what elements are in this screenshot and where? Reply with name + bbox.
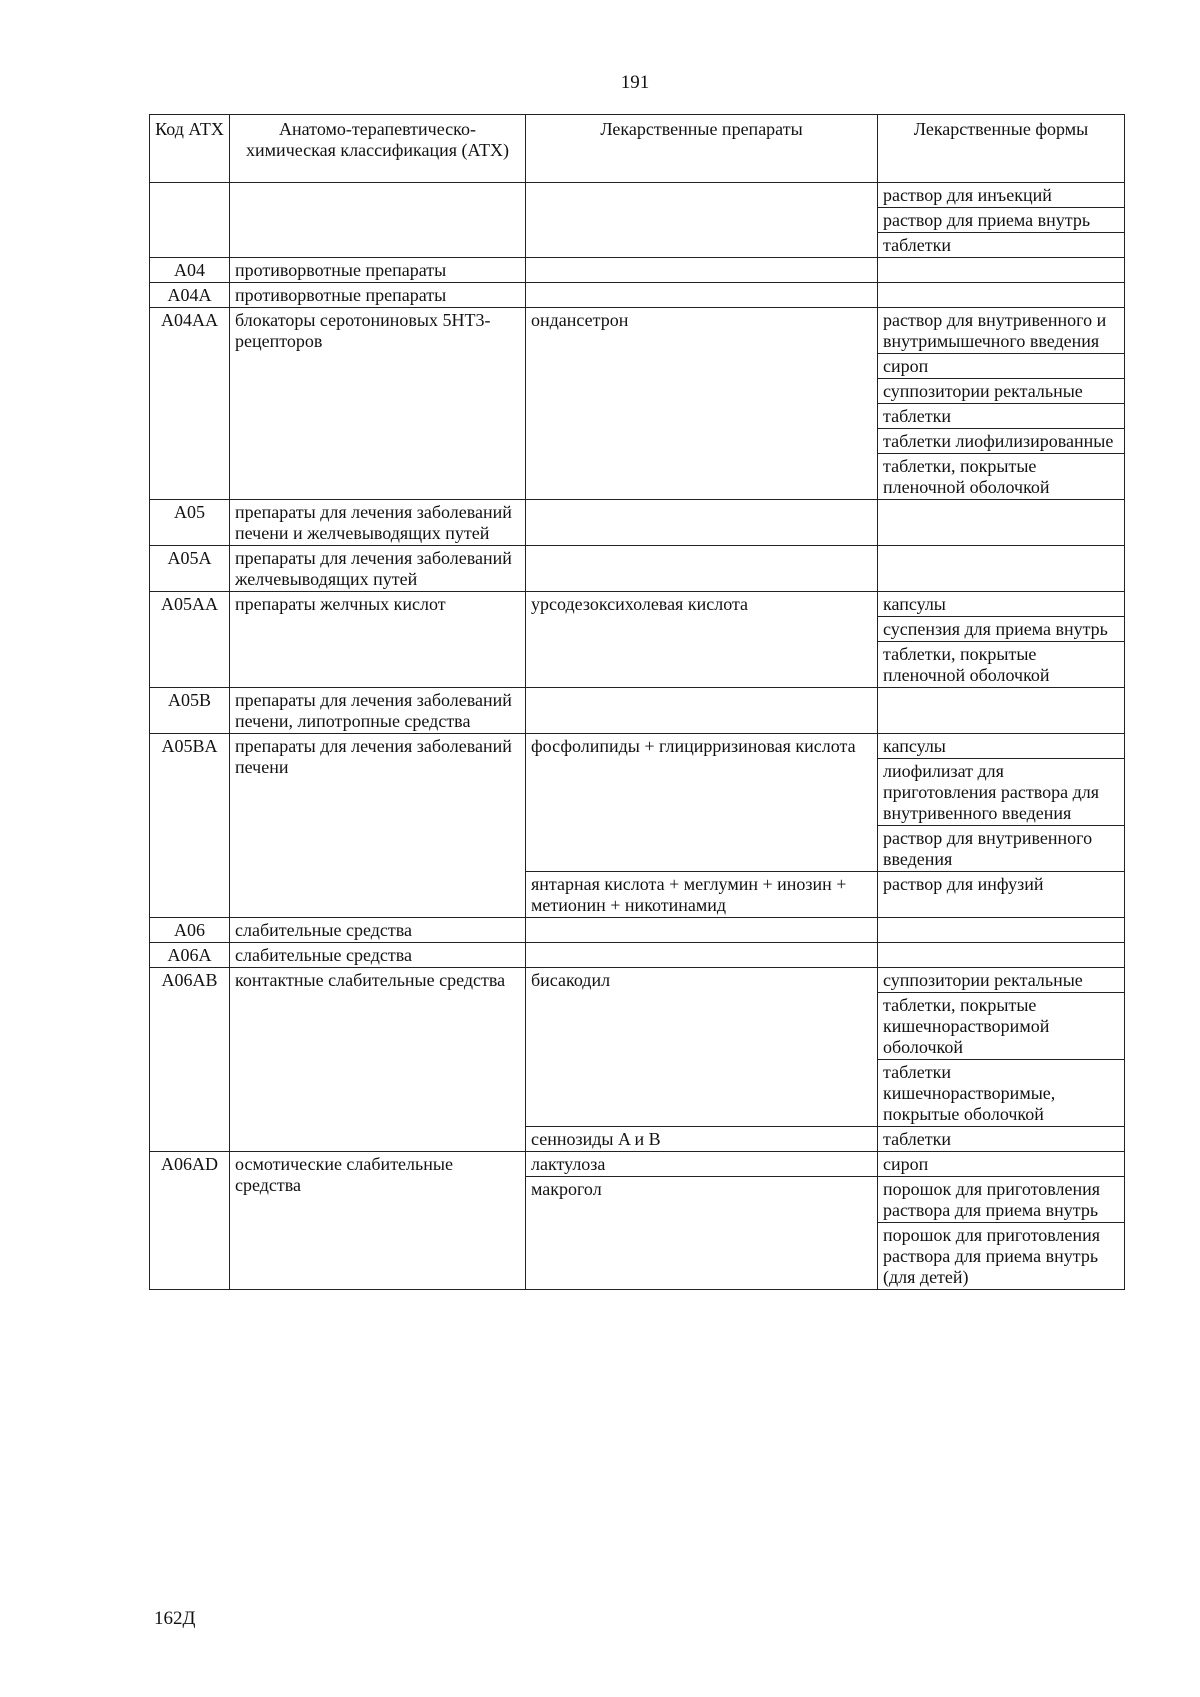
table-row xyxy=(150,183,1125,258)
header-drugs: Лекарственные препараты xyxy=(526,115,878,183)
drug-cell: сеннозиды A и B xyxy=(526,1127,878,1152)
dosage-form-item xyxy=(878,500,1124,524)
drug-cell xyxy=(526,688,878,734)
atc-code-cell: A06 xyxy=(150,918,230,943)
dosage-form-item: раствор для инфузий xyxy=(883,874,1044,894)
forms-cell xyxy=(878,1127,1125,1152)
atc-code-cell: A05 xyxy=(150,500,230,546)
table-row xyxy=(150,968,1125,1127)
forms-cell xyxy=(878,592,1125,688)
table-row xyxy=(150,308,1125,500)
forms-cell xyxy=(878,968,1125,1127)
dosage-form-item xyxy=(878,943,1124,967)
dosage-form-item: таблетки, покрытые пленочной оболочкой xyxy=(878,641,1124,687)
dosage-form-item: сироп xyxy=(878,353,1124,378)
forms-cell xyxy=(878,308,1125,500)
atc-code-cell: A05A xyxy=(150,546,230,592)
dosage-form-item: капсулы xyxy=(883,594,946,614)
atc-classification-cell: контактные слабительные средства xyxy=(230,968,526,1152)
drug-cell xyxy=(526,546,878,592)
table-row xyxy=(150,1152,1125,1177)
drug-cell xyxy=(526,500,878,546)
dosage-form-item: раствор для внутривенного и внутримышечного введения xyxy=(883,310,1107,351)
forms-cell xyxy=(878,688,1125,734)
drug-cell xyxy=(526,918,878,943)
drug-cell: лактулоза xyxy=(526,1152,878,1177)
dosage-form-item: раствор для внутривенного введения xyxy=(878,825,1124,871)
forms-cell xyxy=(878,258,1125,283)
header-forms: Лекарственные формы xyxy=(878,115,1125,183)
table-body xyxy=(150,183,1125,1290)
table-row xyxy=(150,734,1125,872)
forms-cell xyxy=(878,1177,1125,1290)
drug-cell: урсодезоксихолевая кислота xyxy=(526,592,878,688)
forms-cell xyxy=(878,734,1125,872)
dosage-form-item: сироп xyxy=(883,1154,929,1174)
forms-cell xyxy=(878,500,1125,546)
drug-cell xyxy=(526,943,878,968)
atc-classification-cell: блокаторы серотониновых 5HT3-рецепторов xyxy=(230,308,526,500)
forms-cell xyxy=(878,546,1125,592)
dosage-form-item: раствор для приема внутрь xyxy=(878,207,1124,232)
table-row xyxy=(150,283,1125,308)
table-row xyxy=(150,546,1125,592)
atc-classification-cell: препараты для лечения заболеваний печени, липотропные средства xyxy=(230,688,526,734)
dosage-form-item: таблетки xyxy=(883,1129,952,1149)
header-code: Код АТХ xyxy=(150,115,230,183)
forms-cell xyxy=(878,283,1125,308)
dosage-form-item: суппозитории ректальные xyxy=(878,378,1124,403)
atc-classification-cell: препараты для лечения заболеваний печени и желчевыводящих путей xyxy=(230,500,526,546)
dosage-form-item xyxy=(878,688,1124,712)
table-row xyxy=(150,592,1125,688)
atc-code-cell: A05AA xyxy=(150,592,230,688)
dosage-form-item: таблетки лиофилизированные xyxy=(878,428,1124,453)
dosage-form-item xyxy=(878,258,1124,282)
dosage-form-item: таблетки xyxy=(878,232,1124,257)
drug-cell: ондансетрон xyxy=(526,308,878,500)
drug-cell: макрогол xyxy=(526,1177,878,1290)
drug-cell: янтарная кислота + меглумин + инозин + метионин + никотинамид xyxy=(526,872,878,918)
atc-classification-cell: препараты для лечения заболеваний печени xyxy=(230,734,526,918)
dosage-form-item xyxy=(878,283,1124,307)
dosage-form-item: суппозитории ректальные xyxy=(883,970,1083,990)
atc-code-cell: A05B xyxy=(150,688,230,734)
drug-cell xyxy=(526,183,878,258)
atc-classification-cell: осмотические слабительные средства xyxy=(230,1152,526,1290)
atc-code-cell xyxy=(150,183,230,258)
drug-cell xyxy=(526,258,878,283)
table-row xyxy=(150,918,1125,943)
drug-cell: фосфолипиды + глицирризиновая кислота xyxy=(526,734,878,872)
dosage-form-item: таблетки, покрытые кишечнорастворимой оболочкой xyxy=(878,992,1124,1059)
table-row xyxy=(150,688,1125,734)
atc-classification-cell: противорвотные препараты xyxy=(230,258,526,283)
table-header-row xyxy=(150,115,1125,183)
atc-code-cell: A04 xyxy=(150,258,230,283)
dosage-form-item xyxy=(878,546,1124,570)
table-row xyxy=(150,258,1125,283)
forms-cell xyxy=(878,1152,1125,1177)
dosage-form-item: капсулы xyxy=(883,736,946,756)
dosage-form-item xyxy=(878,918,1124,942)
dosage-form-item: лиофилизат для приготовления раствора для внутривенного введения xyxy=(878,758,1124,825)
atc-code-cell: A04AA xyxy=(150,308,230,500)
dosage-form-item: порошок для приготовления раствора для приема внутрь (для детей) xyxy=(878,1222,1124,1289)
dosage-form-item: таблетки кишечнорастворимые, покрытые оболочкой xyxy=(878,1059,1124,1126)
dosage-form-item: суспензия для приема внутрь xyxy=(878,616,1124,641)
atc-drug-table xyxy=(149,114,1125,1290)
page-number: 191 xyxy=(620,72,650,93)
forms-cell xyxy=(878,918,1125,943)
forms-cell xyxy=(878,943,1125,968)
drug-cell xyxy=(526,283,878,308)
atc-classification-cell: препараты для лечения заболеваний желчевыводящих путей xyxy=(230,546,526,592)
atc-classification-cell: препараты желчных кислот xyxy=(230,592,526,688)
dosage-form-item: таблетки, покрытые пленочной оболочкой xyxy=(878,453,1124,499)
drug-cell: бисакодил xyxy=(526,968,878,1127)
atc-code-cell: A04A xyxy=(150,283,230,308)
forms-cell xyxy=(878,872,1125,918)
atc-code-cell: A06A xyxy=(150,943,230,968)
dosage-form-item: таблетки xyxy=(878,403,1124,428)
table-row xyxy=(150,500,1125,546)
table-row xyxy=(150,943,1125,968)
atc-classification-cell: слабительные средства xyxy=(230,918,526,943)
atc-code-cell: A06AB xyxy=(150,968,230,1152)
atc-code-cell: A06AD xyxy=(150,1152,230,1290)
dosage-form-item: порошок для приготовления раствора для приема внутрь xyxy=(883,1179,1101,1220)
atc-classification-cell: противорвотные препараты xyxy=(230,283,526,308)
atc-code-cell: A05BA xyxy=(150,734,230,918)
atc-classification-cell: слабительные средства xyxy=(230,943,526,968)
dosage-form-item: раствор для инъекций xyxy=(883,185,1052,205)
atc-classification-cell xyxy=(230,183,526,258)
forms-cell xyxy=(878,183,1125,258)
header-classification: Анатомо-терапевтическо-химическая классификация (АТХ) xyxy=(230,115,526,183)
footer-code: 162Д xyxy=(154,1608,196,1629)
